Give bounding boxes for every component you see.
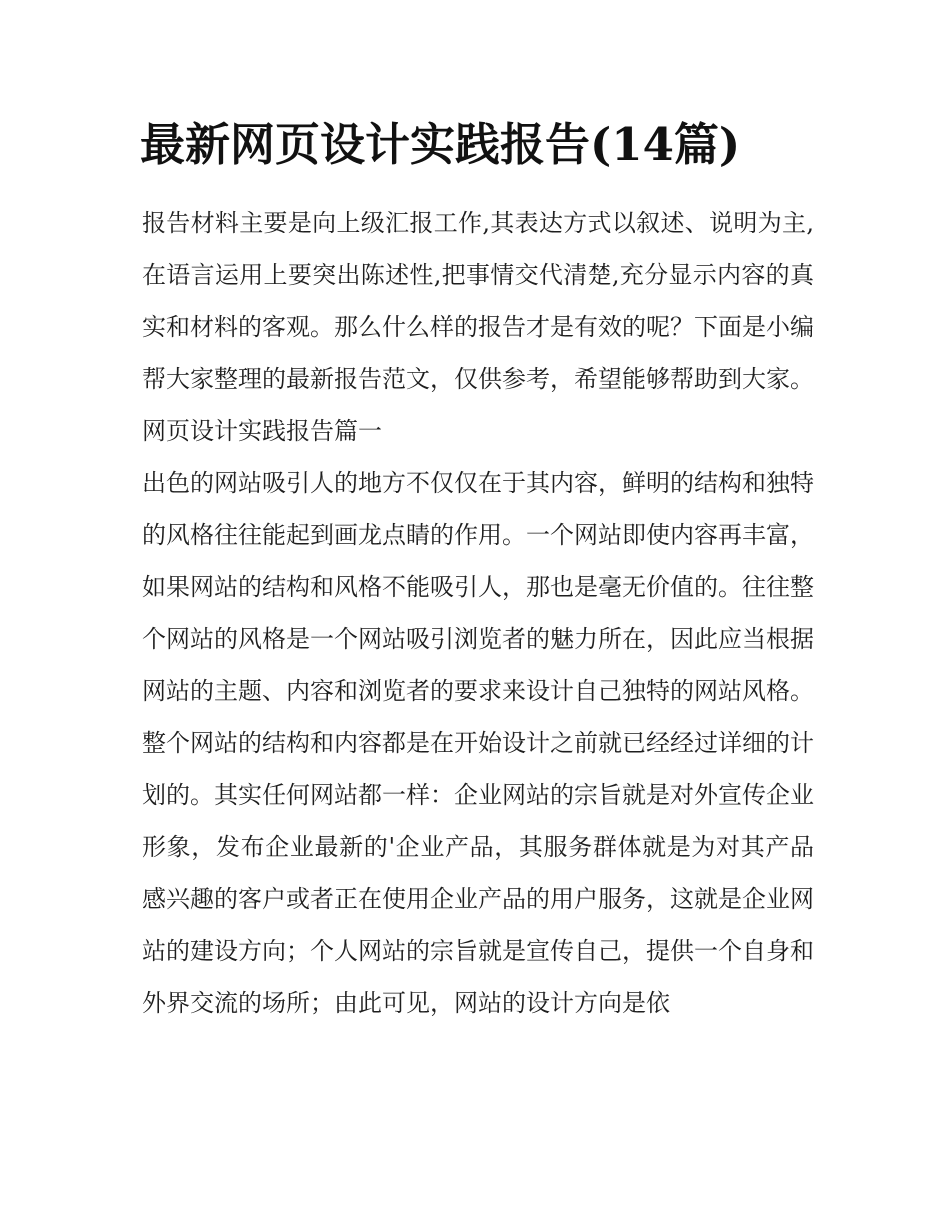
body-paragraph-2: 整个网站的结构和内容都是在开始设计之前就已经经过详细的计划的。其实任何网站都一样：企业网站的宗旨就是对外宣传企业形象，发布企业最新的'企业产品，其服务群体就是为对其产品感兴趣的客户或者正在使用企业产品的用户服务，这就是企业网站的建设方向；个人网站的宗旨就是宣传自己，提供一个自身和外界交流的场所；由此可见，网站的设计方向是依 — [142, 729, 814, 1017]
body-paragraph-1: 出色的网站吸引人的地方不仅仅在于其内容，鲜明的结构和独特的风格往往能起到画龙点睛的作用。一个网站即使内容再丰富，如果网站的结构和风格不能吸引人，那也是毫无价值的。往往整个网站的风格是一个网站吸引浏览者的魅力所在，因此应当根据网站的主题、内容和浏览者的要求来设计自己独特的网站风格。 — [142, 469, 814, 705]
document-title: 最新网页设计实践报告(14篇) — [140, 118, 741, 171]
section-heading: 网页设计实践报告篇一 — [142, 417, 382, 445]
intro-paragraph: 报告材料主要是向上级汇报工作,其表达方式以叙述、说明为主,在语言运用上要突出陈述性,把事情交代清楚,充分显示内容的真实和材料的客观。那么什么样的报告才是有效的呢？下面是小编帮大家整理的最新报告范文，仅供参考，希望能够帮助到大家。 — [142, 209, 814, 393]
document-body — [142, 197, 814, 1029]
